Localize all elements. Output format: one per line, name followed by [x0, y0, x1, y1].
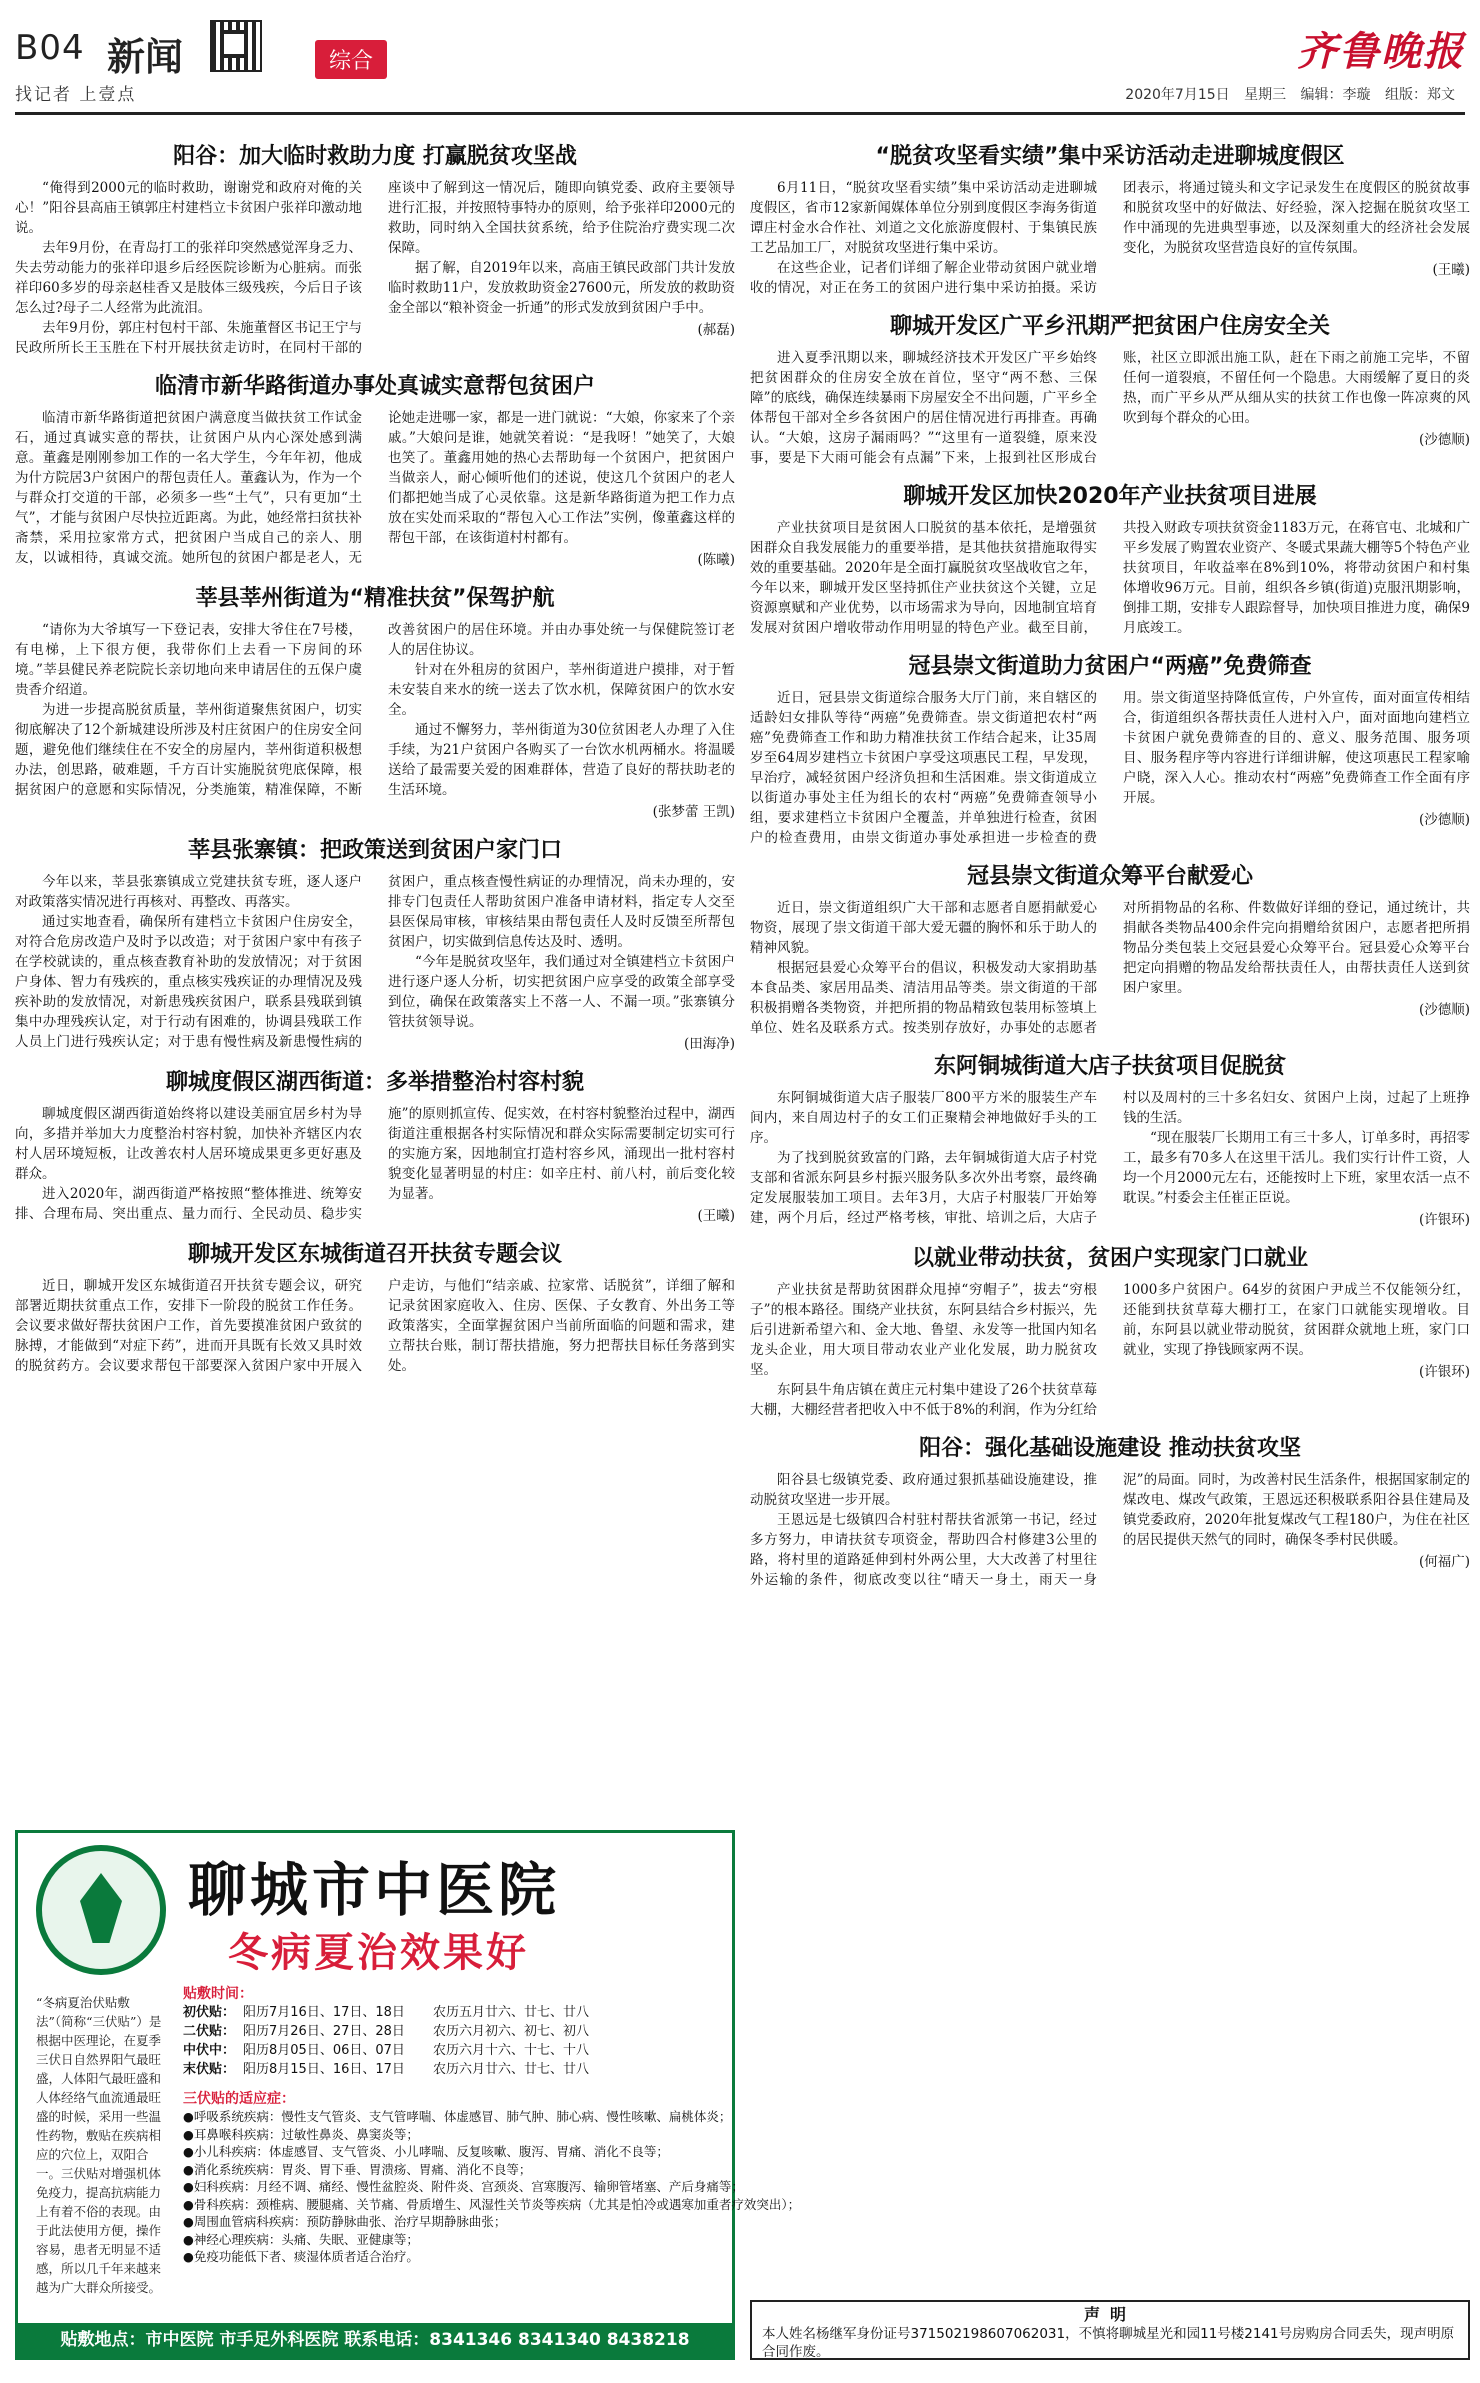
conditions-list: [183, 2108, 801, 2266]
article-title: 聊城开发区东城街道召开扶贫专题会议: [187, 1242, 562, 1267]
article-title: 东阿铜城街道大店子扶贫项目促脱贫: [933, 1054, 1286, 1079]
article: [15, 836, 735, 1054]
article-paragraph: 阳谷县七级镇党委、政府通过狠抓基础设施建设，推动脱贫攻坚进一步开展。: [750, 1472, 1097, 1508]
article-paragraph: 6月11日，“脱贫攻坚看实绩”集中采访活动走进聊城度假区，省市12家新闻媒体单位分别到度假区李海务街道谭庄村金水合作社、刘道之文化旅游度假村、于集镇民族工艺品加工厂，对脱贫攻坚进行集中采访。: [750, 180, 1097, 256]
article-paragraph: 根据冠县爱心众筹平台的倡议，积极发动大家捐助基本食品类、家居用品类、清洁用品等类。崇文街道的干部积极捐赠各类物资，并把所捐的物品精致包装用标签填上单位、姓名及联系方式。按类别存放好，办事处的志愿者对所捐物品的名称、件数做好详细的登记，通过统计，共捐献各类物品400余件完向捐赠给贫困户，志愿者把所捐物品分类包装上交冠县爱心众筹平台。冠县爱心众筹平台把定向捐赠的物品发给帮扶责任人，由帮扶责任人送到贫困户家里。: [750, 900, 1470, 1036]
schedule-cell: 中伏中：: [183, 2043, 236, 2058]
article: [750, 482, 1470, 638]
article: [15, 584, 735, 822]
article-paragraph: 今年以来，莘县张寨镇成立党建扶贫专班，逐人逐户对政策落实情况进行再核对、再整改、再落实。: [15, 874, 362, 910]
schedule-cell: 二伏贴：: [183, 2024, 236, 2039]
left-column: [15, 142, 735, 1390]
article-paragraph: “俺得到2000元的临时救助，谢谢党和政府对俺的关心！”阳谷县高庙王镇郭庄村建档立卡贫困户张祥印激动地说。: [15, 180, 362, 236]
article-byline: (田海净): [683, 1036, 735, 1052]
article-paragraph: 聊城度假区湖西街道始终将以建设美丽宜居乡村为导向，多措并举加大力度整治村容村貌，加快补齐辖区内农村人居环境短板，让改善农村人居环境成果更多更好惠及群众。: [15, 1106, 362, 1182]
article-body: [750, 348, 1470, 468]
ad-footer: 贴敷地点：市中医院 市手足外科医院 联系电话：8341346 8341340 8438218: [18, 2323, 732, 2357]
article: [750, 312, 1470, 468]
condition-item: ●周围血管病科疾病：预防静脉曲张、治疗早期静脉曲张；: [183, 2214, 507, 2229]
article-body: [15, 178, 735, 358]
article-paragraph: 据了解，自2019年以来，高庙王镇民政部门共计发放临时救助11户，发放救助资金27600元，所发放的救助资金全部以“粮补资金一折通”的形式发放到贫困户手中。: [388, 260, 735, 316]
article-byline: (沙德顺): [1418, 1002, 1470, 1018]
hospital-advertisement: [15, 1830, 801, 2360]
ad-title: 聊城市中医院: [188, 1856, 561, 1924]
date-editor-line: 2020年7月15日 星期三 编辑：李璇 组版：郑文: [1125, 87, 1455, 103]
article-paragraph: 王恩远是七级镇四合村驻村帮扶省派第一书记，经过多方努力，申请扶贫专项资金，帮助四合村修建3公里的路，将村里的道路延伸到村外两公里，大大改善了村里往外运输的条件，彻底改变以往“晴天一身土，雨天一身泥”的局面。同时，为改善村民生活条件，根据国家制定的煤改电、煤改气政策，王恩远还积极联系阳谷县住建局及镇党委政府，2020年批复煤改气工程180户，为住在社区的居民提供天然气的同时，确保冬季村民供暖。: [750, 1472, 1470, 1588]
article-title: 冠县崇文街道助力贫困户“两癌”免费筛查: [908, 654, 1312, 679]
article-byline: (沙德顺): [1418, 432, 1470, 448]
article-byline: (王曦): [1432, 262, 1470, 278]
schedule-row: [183, 2060, 723, 2079]
article: [750, 1434, 1470, 1590]
schedule-cell: 阳历7月16日、17日、18日: [243, 2005, 405, 2020]
schedule-cell: 农历六月十六、十七、十八: [433, 2043, 590, 2058]
article-title: 冠县崇文街道众筹平台献爱心: [966, 864, 1253, 889]
right-column: [750, 142, 1470, 1604]
article-title: 临清市新华路街道办事处真诚实意帮包贫困户: [154, 374, 595, 399]
article: [750, 862, 1470, 1038]
page-header: [15, 20, 1465, 115]
article-byline: (陈曦): [697, 552, 735, 568]
article-byline: (王曦): [697, 1208, 735, 1224]
condition-item: ●免疫功能低下者、痰湿体质者适合治疗。: [183, 2249, 419, 2264]
ad-intro: “冬病夏治伏贴敷法”（简称“三伏贴”）是根据中医理论，在夏季三伏日自然界阳气最旺盛，人体阳气最旺盛和人体经络气血流通最旺盛的时候，采用一些温性药物，敷贴在疾病相应的穴位上，双阳合一。三伏贴对增强机体免疫力，提高抗病能力上有着不俗的表现。由于此法使用方便，操作容易，患者无明显不适感，所以几千年来越来越为广大群众所接受。: [36, 1995, 162, 2295]
article-title: 聊城开发区加快2020年产业扶贫项目进展: [903, 484, 1317, 509]
schedule-cell: 初伏贴：: [183, 2005, 236, 2020]
schedule-cell: 农历五月廿六、廿七、廿八: [433, 2005, 590, 2020]
article-title: 聊城开发区广平乡汛期严把贫困户住房安全关: [889, 314, 1330, 339]
article: [750, 142, 1470, 298]
notice-box: [750, 2300, 1470, 2360]
article-paragraph: 针对在外租房的贫困户，莘州街道进户摸排，对于暂未安装自来水的统一送去了饮水机，保障贫困户的饮水安全。: [388, 662, 735, 718]
article-body: [15, 1276, 735, 1376]
article-paragraph: 临清市新华路街道把贫困户满意度当做扶贫工作试金石，通过真诚实意的帮扶，让贫困户从内心深处感到满意。董鑫是刚刚参加工作的一名大学生，今年年初，他成为什方院居3户贫困户的帮包责任人。董鑫认为，作为一个与群众打交道的干部，必须多一些“土气”，只有更加“土气”，才能与贫困户尽快拉近距离。为此，她经常扫贫扶补斋禁，采用拉家常方式，把贫困户当成自己的亲人、朋友，以诚相待，真诚交流。她所包的贫困户都是老人，无论她走进哪一家，都是一进门就说：“大娘，你家来了个亲戚。”大娘问是谁，她就笑着说：“是我呀！”她笑了，大娘也笑了。董鑫用她的热心去帮助每一个贫困户，把贫困户当做亲人，耐心倾听他们的述说，使这几个贫困户的老人们都把她当成了心灵依靠。这是新华路街道为把工作力点放在实处而采取的“帮包入心工作法”实例，像董鑫这样的帮包干部，在该街道村村都有。: [15, 410, 735, 566]
conditions-title: 三伏贴的适应症：: [183, 2091, 295, 2107]
condition-item: ●呼吸系统疾病：慢性支气管炎、支气管哮喘、体虚感冒、肺气肿、肺心病、慢性咳嗽、扁桃体炎；: [183, 2109, 732, 2124]
schedule-row: [183, 2041, 723, 2060]
article-paragraph: 为了找到脱贫致富的门路，去年铜城街道大店子村党支部和省派东阿县乡村振兴服务队多次外出考察，最终确定发展服装加工项目。去年3月，大店子村服装厂开始筹建，两个月后，经过严格考核，审批、培训之后，大店子村以及周村的三十多名妇女、贫困户上岗，过起了上班挣钱的生活。: [750, 1090, 1470, 1226]
schedule-cell: 末伏贴：: [183, 2062, 236, 2077]
article: [750, 1244, 1470, 1420]
notice-title: 声明: [1083, 2305, 1136, 2324]
newspaper-logo: 齐鲁晚报: [1297, 28, 1465, 75]
article-body: [15, 620, 735, 822]
article-body: [15, 872, 735, 1054]
schedule-title: 贴敷时间：: [183, 1986, 253, 2002]
article: [750, 1052, 1470, 1230]
ad-subtitle: 冬病夏治效果好: [228, 1930, 529, 1976]
schedule-row: [183, 2003, 723, 2022]
hospital-logo-icon: [36, 1845, 166, 1975]
notice-content: 本人姓名杨继军身份证号371502198607062031，不慎将聊城星光和园11号楼2141号房购房合同丢失，现声明原合同作废。: [762, 2326, 1455, 2360]
article-title: 莘县张寨镇：把政策送到贫困户家门口: [187, 838, 562, 863]
article-byline: (沙德顺): [1418, 812, 1470, 828]
article-byline: (许银环): [1418, 1212, 1470, 1228]
article-paragraph: 进入2020年，湖西街道严格按照“整体推进、统筹安排、合理布局、突出重点、量力而行、全民动员、稳步实施”的原则抓宣传、促实效，在村容村貌整治过程中，湖西街道注重根据各村实际情况和群众实际需要制定切实可行的实施方案，因地制宜打造村容乡风，涌现出一批村容村貌变化显著明显的村庄：如辛庄村、前八村，前后变化较为显著。: [15, 1106, 735, 1222]
article-body: [750, 1088, 1470, 1230]
article-title: 阳谷：加大临时救助力度 打赢脱贫攻坚战: [173, 144, 577, 169]
condition-item: ●小儿科疾病：体虚感冒、支气管炎、小儿哮喘、反复咳嗽、腹泻、胃痛、消化不良等；: [183, 2144, 669, 2159]
article-body: [750, 688, 1470, 848]
article-byline: (张梦蕾 王凯): [652, 804, 735, 820]
article-paragraph: 通过不懈努力，莘州街道为30位贫困老人办理了入住手续，为21户贫困户各购买了一台饮水机两桶水。将温暖送给了最需要关爱的困难群体，营造了良好的帮扶助老的生活环境。: [388, 722, 735, 798]
article-paragraph: 东阿县牛角店镇在黄庄元村集中建设了26个扶贫草莓大棚，大棚经营者把收入中不低于8%的利润，作为分红给1000多户贫困户。64岁的贫困户尹成兰不仅能领分红，还能到扶贫草莓大棚打工，在家门口就能实现增收。目前，东阿县以就业带动脱贫，贫困群众就地上班，家门口就业，实现了挣钱顾家两不误。: [750, 1282, 1470, 1418]
article: [15, 142, 735, 358]
article-paragraph: “请你为大爷填写一下登记表，安排大爷住在7号楼，有电梯，上下很方便，我带你们上去看一下房间的环境。”莘县健民养老院院长亲切地向来申请居住的五保户虞贵香介绍道。: [15, 622, 362, 698]
article-title: “脱贫攻坚看实绩”集中采访活动走进聊城度假区: [875, 144, 1345, 169]
article-paragraph: 东阿铜城街道大店子服装厂800平方米的服装生产车间内，来自周边村子的女工们正聚精会神地做好手头的工序。: [750, 1090, 1097, 1146]
schedule-row: [183, 2022, 723, 2041]
condition-item: ●消化系统疾病：胃炎、胃下垂、胃溃疡、胃痛、消化不良等；: [183, 2161, 532, 2177]
article-paragraph: 产业扶贫项目是贫困人口脱贫的基本依托，是增强贫困群众自我发展能力的重要举措，是其他扶贫措施取得实效的重要基础。2020年是全面打赢脱贫攻坚战收官之年，今年以来，聊城开发区坚持抓住产业扶贫这个关键，立足资源禀赋和产业优势，以市场需求为导向，因地制宜培育发展对贫困户增收带动作用明显的特色产业。截至目前，共投入财政专项扶贫资金1183万元，在蒋官屯、北城和广平乡发展了购置农业资产、冬暖式果蔬大棚等5个特色产业扶贫项目，年收益率在8%到10%，将带动贫困户和村集体增收96万元。目前，组织各乡镇(街道)克服汛期影响，倒排工期，安排专人跟踪督导，加快项目推进力度，确保9月底竣工。: [750, 520, 1470, 636]
article-byline: (何福广): [1418, 1554, 1470, 1570]
article-paragraph: 近日，崇文街道组织广大干部和志愿者自愿捐献爱心物资，展现了崇文街道干部大爱无疆的胸怀和乐于助人的精神风貌。: [750, 900, 1097, 956]
page-code: B04: [15, 28, 85, 68]
article-paragraph: 近日，聊城开发区东城街道召开扶贫专题会议，研究部署近期扶贫重点工作，安排下一阶段的脱贫工作任务。会议要求做好帮扶贫困户工作，首先要摸准贫困户致贫的脉搏，才能做到“对症下药”，进而开具既有长效又具时效的脱贫药方。会议要求帮包干部要深入贫困户家中开展入户走访，与他们“结亲戚、拉家常、话脱贫”，详细了解和记录贫困家庭收入、住房、医保、子女教育、外出务工等政策落实，全面掌握贫困户当前所面临的问题和需求，建立帮扶台账，制订帮扶措施，努力把帮扶目标任务落到实处。: [15, 1278, 735, 1374]
article-title: 阳谷：强化基础设施建设 推动扶贫攻坚: [919, 1436, 1301, 1461]
article-body: [750, 518, 1470, 638]
article-title: 莘县莘州街道为“精准扶贫”保驾护航: [195, 586, 555, 611]
article-body: [750, 178, 1470, 298]
schedule-cell: 农历六月初六、初七、初八: [433, 2024, 590, 2039]
article-paragraph: 在这些企业，记者们详细了解企业带动贫困户就业增收的情况，对正在务工的贫困户进行集中采访拍摄。采访团表示，将通过镜头和文字记录发生在度假区的脱贫故事和脱贫攻坚中的好做法、好经验，深入挖掘在脱贫攻坚工作中涌现的先进典型事迹，以及深刻重大的经济社会发展变化，为脱贫攻坚营造良好的宣传氛围。: [750, 180, 1470, 296]
article: [750, 652, 1470, 848]
article-paragraph: 去年9月份，在青岛打工的张祥印突然感觉浑身乏力、失去劳动能力的张祥印退乡后经医院诊断为心脏病。而张祥印60多岁的母亲赵桂香又是肢体三级残疾，今后日子该怎么过?母子二人经常为此流泪。: [15, 240, 362, 316]
article-title: 以就业带动扶贫，贫困户实现家门口就业: [911, 1246, 1308, 1271]
condition-item: ●骨科疾病：颈椎病、腰腿痛、关节痛、骨质增生、风湿性关节炎等疾病（尤其是怕冷或遇寒加重者疗效突出）；: [183, 2196, 801, 2212]
article: [15, 1240, 735, 1376]
article-body: [15, 1104, 735, 1226]
schedule-cell: 阳历8月05日、06日、07日: [243, 2043, 405, 2058]
schedule-cell: 阳历7月26日、27日、28日: [243, 2024, 405, 2039]
article-paragraph: 去年9月份，郭庄村包村干部、朱施董督区书记王宁与民政所所长王玉胜在下村开展扶贫走访时，在同村干部的座谈中了解到这一情况后，随即向镇党委、政府主要领导进行汇报，并按照特事特办的原则，给予张祥印2000元的救助，同时纳入全国扶贫系统，给予住院治疗费实现二次保障。: [15, 180, 735, 356]
schedule-cell: 农历六月廿六、廿七、廿八: [433, 2062, 590, 2077]
article-paragraph: 产业扶贫是帮助贫困群众甩掉“穷帽子”，拔去“穷根子”的根本路径。围绕产业扶贫，东阿县结合乡村振兴，先后引进新希望六和、金大地、鲁望、永发等一批国内知名龙头企业，用大项目带动农业产业化发展，助力脱贫攻坚。: [750, 1282, 1097, 1378]
header-divider: [15, 112, 1465, 115]
article: [15, 372, 735, 570]
article-body: [750, 898, 1470, 1038]
article-byline: (许银环): [1418, 1364, 1470, 1380]
condition-item: ●耳鼻喉科疾病：过敏性鼻炎、鼻窦炎等；: [183, 2126, 419, 2142]
article-body: [750, 1280, 1470, 1420]
article-paragraph: 近日，冠县崇文街道综合服务大厅门前，来自辖区的适龄妇女排队等待“两癌”免费筛查。崇文街道把农村“两癌”免费筛查工作和助力精准扶贫工作结合起来，让35周岁至64周岁建档立卡贫困户享受这项惠民工程，早发现，早治疗，减轻贫困户经济负担和生活困难。崇文街道成立以街道办事处主任为组长的农村“两癌”免费筛查领导小组，要求建档立卡贫困户全覆盖，并单独进行检查，贫困户的检查费用，由崇文街道办事处承担进一步检查的费用。崇文街道坚持降低宣传，户外宣传，面对面宣传相结合，街道组织各帮扶责任人进村入户，面对面地向建档立卡贫困户就免费筛查的目的、意义、服务范围、服务项目、服务程序等内容进行详细讲解，使这项惠民工程家喻户晓，深入人心。推动农村“两癌”免费筛查工作全面有序开展。: [750, 690, 1470, 846]
schedule-table: [183, 2003, 723, 2079]
section-name: 新闻: [107, 35, 184, 79]
article-paragraph: 通过实地查看，确保所有建档立卡贫困户住房安全，对符合危房改造户及时予以改造；对于贫困户家中有孩子在学校就读的，重点核查教育补助的发放情况；对于贫困户身体、智力有残疾的，重点核实残疾证的办理情况及残疾补助的发放情况，对新患残疾贫困户，联系县残联到镇集中办理残疾认定，对于行动有困难的，协调县残联工作人员上门进行残疾认定；对于患有慢性病及新患慢性病的贫困户，重点核查慢性病证的办理情况，尚未办理的，安排专门包责任人帮助贫困户准备申请材料，指定专人交至县医保局审核，审核结果由帮包责任人及时反馈至所帮包贫困户，切实做到信息传达及时、透明。: [15, 874, 735, 1050]
article-paragraph: “现在服装厂长期用工有三十多人，订单多时，再招零工，最多有70多人在这里干活儿。我们实行计件工资，人均一个月2000元左右，还能按时上下班，家里农活一点不耽误。”村委会主任崔正臣说。: [1123, 1130, 1470, 1206]
article: [15, 1068, 735, 1226]
condition-item: ●妇科疾病：月经不调、痛经、慢性盆腔炎、附件炎、宫颈炎、宫寒腹泻、输卵管堵塞、产后身痛等；: [183, 2179, 744, 2194]
article-title: 聊城度假区湖西街道：多举措整治村容村貌: [165, 1070, 584, 1095]
article-paragraph: 为进一步提高脱贫质量，莘州街道聚焦贫困户，切实彻底解决了12个新城建设所涉及村庄贫困户的住房安全问题，避免他们继续住在不安全的房屋内，莘州街道积极想办法，创思路，破难题，千方百计实施脱贫兜底保障，根据贫困户的意愿和实际情况，分类施策，精准保障，不断改善贫困户的居住环境。并由办事处统一与保健院签订老人的居住协议。: [15, 622, 735, 798]
schedule-cell: 阳历8月15日、16日、17日: [243, 2062, 405, 2077]
qr-code-icon: [210, 20, 262, 72]
article-byline: (郝磊): [697, 322, 735, 338]
article-body: [15, 408, 735, 570]
condition-item: ●神经心理疾病：头痛、失眠、亚健康等；: [183, 2231, 419, 2247]
article-paragraph: 进入夏季汛期以来，聊城经济技术开发区广平乡始终把贫困群众的住房安全放在首位，坚守“两不愁、三保障”的底线，确保连续暴雨下房屋安全不出问题，广平乡全体帮包干部对全乡各贫困户的居住情况进行再排查。再确认。“大娘，这房子漏雨吗？”“这里有一道裂缝，原来没事，要是下大雨可能会有点漏”下来，上报到社区形成台账，社区立即派出施工队，赶在下雨之前施工完毕，不留任何一道裂痕，不留任何一个隐患。大雨缓解了夏日的炎热，而广平乡从严从细从实的扶贫工作也像一阵凉爽的风吹到每个群众的心田。: [750, 350, 1470, 466]
article-body: [750, 1470, 1470, 1590]
header-slogan: 找记者 上壹点: [15, 85, 137, 105]
article-paragraph: “今年是脱贫攻坚年，我们通过对全镇建档立卡贫困户进行逐户逐人分析，切实把贫困户应享受的政策全部享受到位，确保在政策落实上不落一人、不漏一项。”张寨镇分管扶贫领导说。: [388, 954, 735, 1030]
section-tag: 综合: [315, 40, 387, 79]
